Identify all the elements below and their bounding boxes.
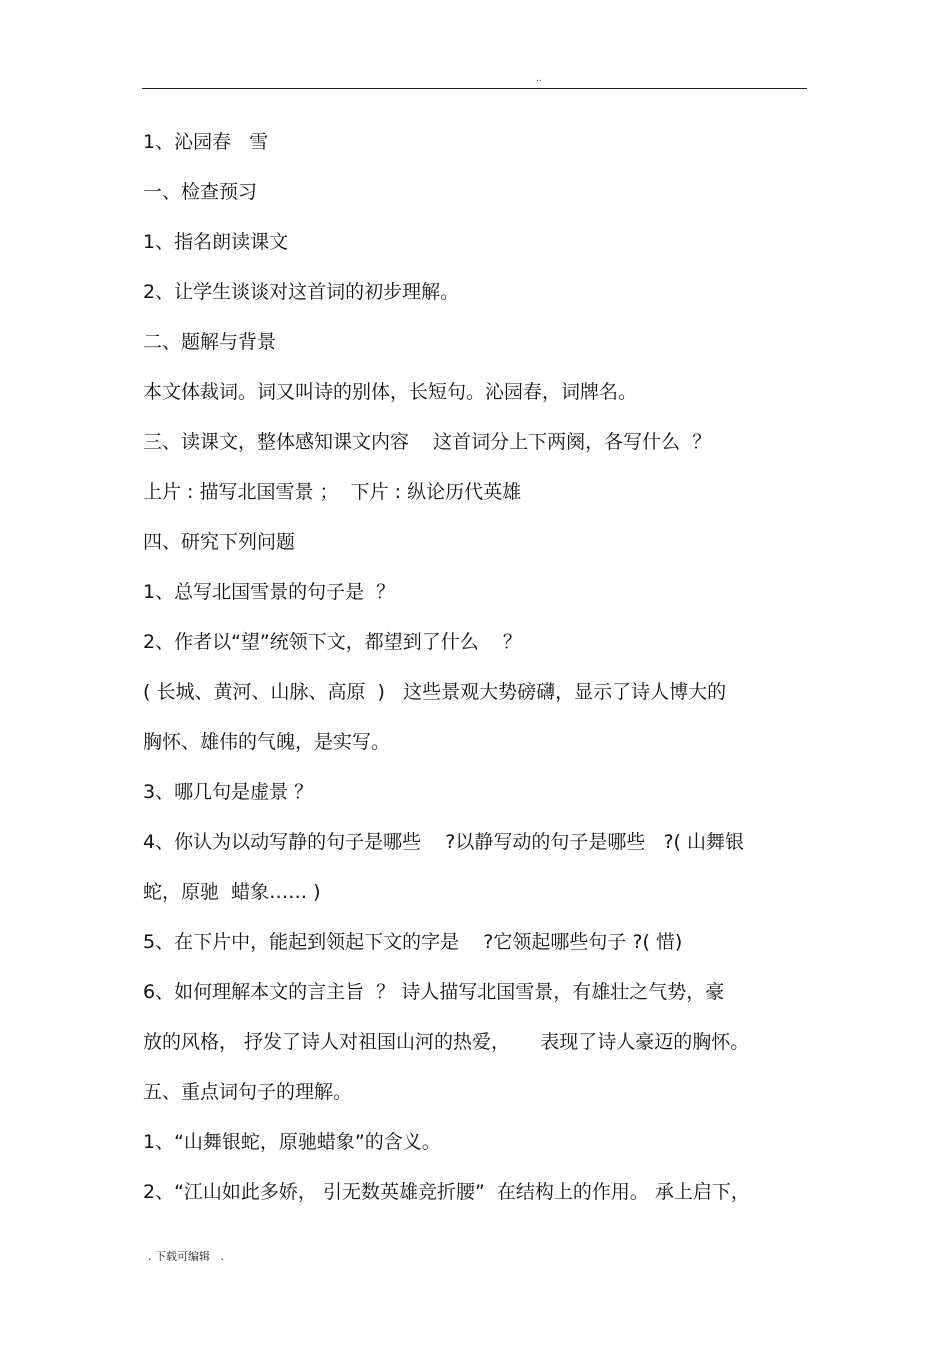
question-line: 1、总写北国雪景的句子是 ？ xyxy=(143,581,396,603)
text-line: 本文体裁词。词又叫诗的别体，长短句。沁园春，词牌名。 xyxy=(143,381,638,403)
text-line: 蛇，原驰 蜡象…… ) xyxy=(143,881,321,903)
section-heading-5: 五、重点词句子的理解。 xyxy=(143,1081,353,1103)
question-line: 2、作者以“望”统领下文，都望到了什么 ？ xyxy=(143,631,522,653)
lesson-title: 1、沁园春 雪 xyxy=(143,131,269,153)
section-heading-1: 一、检查预习 xyxy=(143,181,258,203)
question-line: 3、哪几句是虚景 ？ xyxy=(143,781,314,803)
document-body xyxy=(143,117,811,1217)
page-footer: . 下载可编辑 . xyxy=(148,1250,224,1263)
text-line: 放的风格， 抒发了诗人对祖国山河的热爱， 表现了诗人豪迈的胸怀。 xyxy=(143,1031,750,1053)
section-heading-3: 三、读课文，整体感知课文内容 这首词分上下两阕，各写什么 ？ xyxy=(143,431,712,453)
header-divider xyxy=(142,88,807,89)
question-line: 6、如何理解本文的言主旨 ？ 诗人描写北国雪景，有雄壮之气势，豪 xyxy=(143,981,725,1003)
section-heading-4: 四、研究下列问题 xyxy=(143,531,296,553)
header-mark: .. xyxy=(536,74,542,84)
question-line: 1、“山舞银蛇，原驰蜡象”的含义。 xyxy=(143,1131,441,1153)
text-line: ( 长城、黄河、山脉、高原 ) 这些景观大势磅礴，显示了诗人博大的 xyxy=(143,681,727,703)
text-line: 1、指名朗读课文 xyxy=(143,231,289,253)
section-heading-2: 二、题解与背景 xyxy=(143,331,277,353)
question-line: 2、“江山如此多娇， 引无数英雄竞折腰” 在结构上的作用。 承上启下， xyxy=(143,1181,750,1203)
text-line: 胸怀、雄伟的气魄，是实写。 xyxy=(143,731,391,753)
question-line: 5、在下片中，能起到领起下文的字是 ?它领起哪些句子 ?( 惜) xyxy=(143,931,683,953)
text-line: 2、让学生谈谈对这首词的初步理解。 xyxy=(143,281,460,303)
text-line: 上片 : 描写北国雪景 ； 下片 : 纵论历代英雄 xyxy=(143,481,522,503)
question-line: 4、你认为以动写静的句子是哪些 ?以静写动的句子是哪些 ?( 山舞银 xyxy=(143,831,744,853)
